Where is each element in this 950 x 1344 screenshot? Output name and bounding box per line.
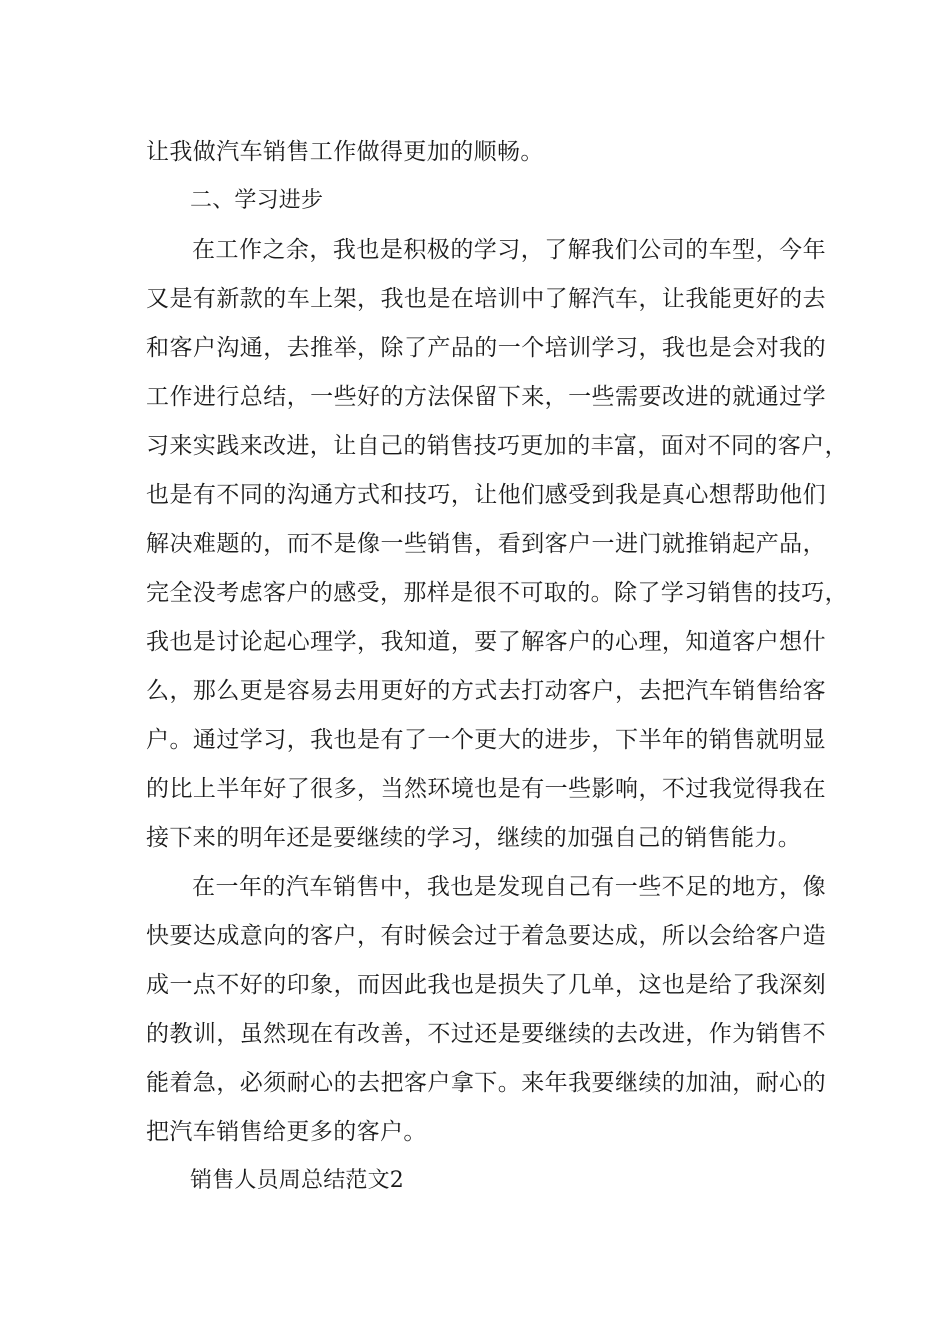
section-heading: 销售人员周总结范文2 [190,1168,404,1193]
paragraph-line: 在工作之余，我也是积极的学习，了解我们公司的车型，今年 [192,237,826,263]
paragraph-line: 接下来的明年还是要继续的学习，继续的加强自己的销售能力。 [146,825,802,851]
paragraph-line: 也是有不同的沟通方式和技巧，让他们感受到我是真心想帮助他们 [146,482,826,508]
paragraph-line: 在一年的汽车销售中，我也是发现自己有一些不足的地方，像 [192,874,826,900]
paragraph-line: 么，那么更是容易去用更好的方式去打动客户，去把汽车销售给客 [146,678,826,704]
paragraph-line: 的比上半年好了很多，当然环境也是有一些影响，不过我觉得我在 [146,776,826,802]
paragraph-line: 让我做汽车销售工作做得更加的顺畅。 [146,139,544,165]
paragraph-line: 把汽车销售给更多的客户。 [146,1119,427,1145]
paragraph-line: 和客户沟通，去推举，除了产品的一个培训学习，我也是会对我的 [146,335,826,361]
paragraph-line: 完全没考虑客户的感受，那样是很不可取的。除了学习销售的技巧， [146,580,848,606]
paragraph-line: 习来实践来改进，让自己的销售技巧更加的丰富，面对不同的客户， [146,433,848,459]
paragraph-line: 成一点不好的印象，而因此我也是损失了几单，这也是给了我深刻 [146,972,826,998]
paragraph-line: 工作进行总结，一些好的方法保留下来，一些需要改进的就通过学 [146,384,826,410]
paragraph-line: 我也是讨论起心理学，我知道，要了解客户的心理，知道客户想什 [146,629,826,655]
section-heading: 二、学习进步 [190,188,324,213]
paragraph-line: 解决难题的，而不是像一些销售，看到客户一进门就推销起产品， [146,531,826,557]
paragraph-line: 户。通过学习，我也是有了一个更大的进步，下半年的销售就明显 [146,727,826,753]
paragraph-line: 能着急，必须耐心的去把客户拿下。来年我要继续的加油，耐心的 [146,1070,826,1096]
paragraph-line: 的教训，虽然现在有改善，不过还是要继续的去改进，作为销售不 [146,1021,826,1047]
paragraph-line: 又是有新款的车上架，我也是在培训中了解汽车，让我能更好的去 [146,286,826,312]
paragraph-line: 快要达成意向的客户，有时候会过于着急要达成，所以会给客户造 [146,923,826,949]
